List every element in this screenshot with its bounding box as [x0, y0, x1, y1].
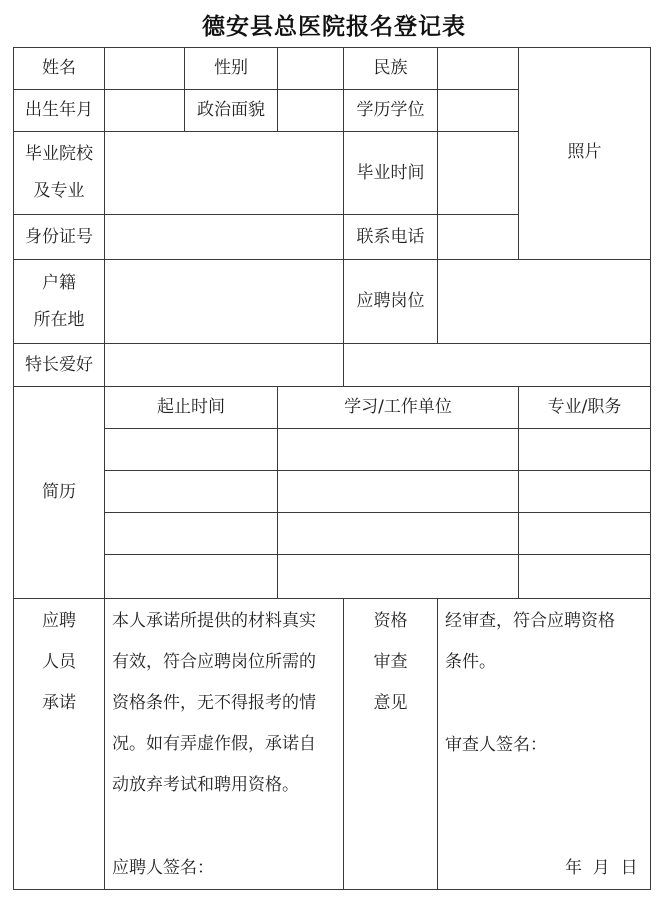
name-label: 姓名 [42, 58, 76, 78]
resume-cell[interactable] [278, 471, 518, 512]
review-label-line: 审查 [373, 652, 408, 672]
resume-cell[interactable] [278, 555, 518, 598]
resume-cell[interactable] [278, 513, 518, 554]
hobby-label: 特长爱好 [25, 354, 93, 375]
review-date[interactable]: 年 月 日 [565, 858, 638, 878]
resume-cell[interactable] [105, 513, 277, 554]
school-label [14, 132, 104, 214]
resume-cell[interactable] [105, 555, 277, 598]
hukou-label-line1: 户籍 [42, 272, 76, 293]
hukou-label-line2: 所在地 [33, 309, 85, 330]
resume-cell[interactable] [105, 429, 277, 470]
hukou-label [14, 260, 104, 343]
commitment-label-line: 承诺 [42, 693, 76, 713]
grad-time-field[interactable] [438, 132, 518, 214]
resume-header-position: 专业/职务 [547, 397, 622, 417]
table-border-bottom [13, 889, 651, 890]
hobby-field[interactable] [105, 344, 650, 386]
row-divider [13, 598, 651, 599]
resume-cell[interactable] [519, 429, 650, 470]
name-field[interactable] [105, 48, 184, 89]
birth-field[interactable] [105, 90, 184, 131]
resume-label: 简历 [42, 482, 76, 502]
phone-field[interactable] [438, 215, 518, 259]
school-label-line1: 毕业院校 [25, 144, 93, 164]
photo-box[interactable]: 照片 [567, 142, 602, 162]
review-label-line: 资格 [373, 611, 408, 631]
education-field[interactable] [438, 90, 518, 131]
resume-cell[interactable] [519, 513, 650, 554]
review-label-line: 意见 [373, 693, 408, 713]
resume-cell[interactable] [105, 471, 277, 512]
birth-label: 出生年月 [25, 100, 93, 120]
reviewer-signature[interactable]: 审查人签名： [445, 735, 547, 755]
resume-header-employer: 学习/工作单位 [344, 397, 452, 417]
commitment-text [112, 601, 340, 806]
table-border-right [650, 47, 651, 890]
commitment-text-line: 有效，符合应聘岗位所需的 [112, 652, 316, 672]
review-text-line: 条件。 [445, 652, 496, 672]
grad-time-label: 毕业时间 [356, 162, 425, 183]
politics-field[interactable] [278, 90, 343, 131]
review-text [445, 601, 647, 683]
form-title: 德安县总医院报名登记表 [202, 14, 466, 40]
id-number-label: 身份证号 [25, 226, 93, 247]
review-label [344, 601, 437, 724]
school-label-line2: 及专业 [33, 181, 85, 201]
resume-header-period: 起止时间 [157, 397, 225, 417]
commitment-label [14, 601, 104, 724]
ethnicity-label: 民族 [373, 58, 408, 78]
resume-cell[interactable] [519, 471, 650, 512]
politics-label: 政治面貌 [197, 100, 265, 120]
school-field[interactable] [105, 132, 343, 214]
resume-cell[interactable] [519, 555, 650, 598]
gender-label: 性别 [214, 58, 248, 78]
position-label: 应聘岗位 [356, 291, 425, 311]
position-field[interactable] [438, 260, 650, 343]
gender-field[interactable] [278, 48, 343, 89]
commitment-text-line: 资格条件，无不得报考的情 [112, 693, 316, 713]
resume-cell[interactable] [278, 429, 518, 470]
commitment-text-line: 本人承诺所提供的材料真实 [112, 611, 316, 631]
education-label: 学历学位 [356, 100, 425, 120]
applicant-signature[interactable]: 应聘人签名： [112, 858, 214, 878]
hukou-field[interactable] [105, 260, 343, 343]
review-text-line: 经审查，符合应聘资格 [445, 611, 615, 631]
commitment-text-line: 动放弃考试和聘用资格。 [112, 775, 299, 795]
column-divider [437, 598, 438, 889]
phone-label: 联系电话 [356, 226, 425, 247]
id-number-field[interactable] [105, 215, 343, 259]
commitment-label-line: 应聘 [42, 611, 76, 631]
ethnicity-field[interactable] [438, 48, 518, 89]
commitment-label-line: 人员 [42, 652, 76, 672]
commitment-text-line: 况。如有弄虚作假，承诺自 [112, 734, 316, 754]
